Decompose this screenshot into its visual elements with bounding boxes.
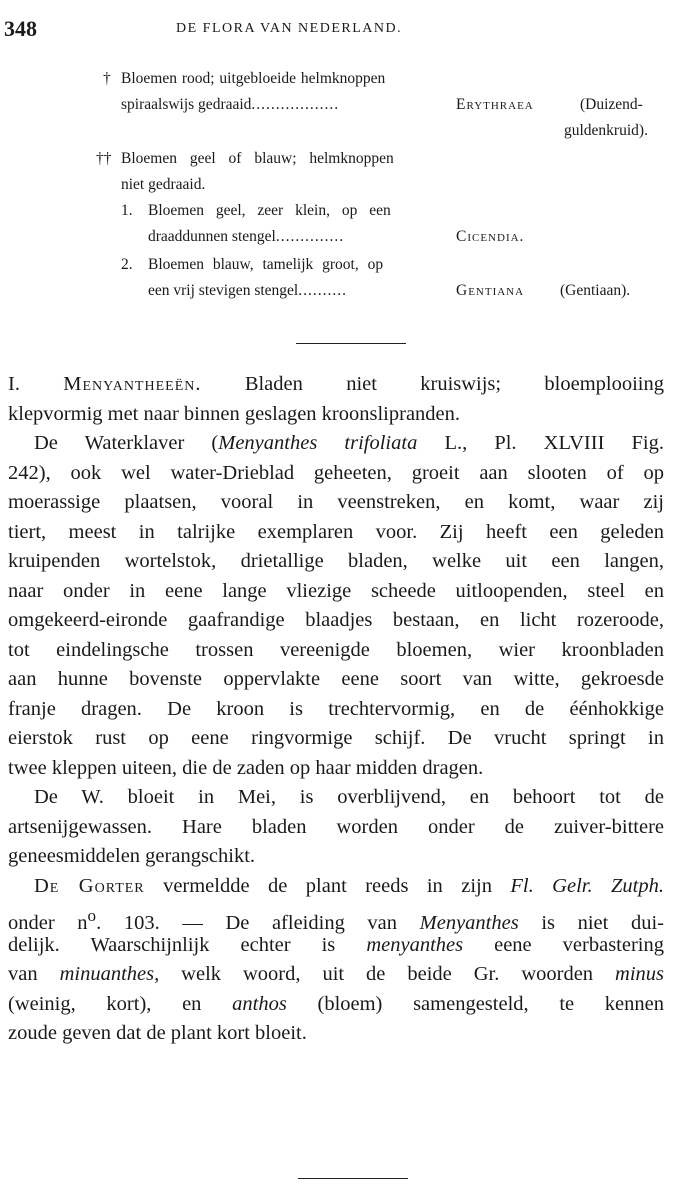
key-a-line2: spiraalswijs gedraaid.................. — [121, 96, 340, 113]
key-c2-line2: een vrij stevigen stengel.......... — [148, 282, 347, 299]
paragraph-1-line-1: De Waterklaver (Menyanthes trifoliata L., Pl. XLVIII Fig. — [34, 432, 664, 454]
key-b-line1: Bloemen geel of blauw; helmknoppen — [121, 150, 394, 167]
running-title: DE FLORA VAN NEDERLAND. — [176, 21, 403, 36]
key-a-line1: Bloemen rood; uitgebloeide helmknoppen — [121, 70, 386, 87]
paragraph-3-line-3: delijk. Waarschijnlijk echter is menyanthes eene verbastering — [8, 933, 665, 956]
key-mark-single-dagger: † — [103, 70, 111, 87]
page-header — [4, 16, 668, 46]
key-c1-line1: Bloemen geel, zeer klein, op een — [148, 202, 391, 219]
paragraph-2-line-3: geneesmiddelen gerangschikt. — [8, 845, 256, 867]
key-c2-line1: Bloemen blauw, tamelijk groot, op — [148, 256, 384, 273]
section-heading-line-2: klepvormig met naar binnen geslagen kroonslipranden. — [8, 402, 461, 425]
key-c1-number: 1. — [121, 202, 133, 219]
section-heading-line: I. Menyantheeën. Bladen niet kruiswijs; bloemplooiing — [8, 373, 664, 395]
paragraph-3-line-4: van minuanthes, welk woord, uit de beide Gr. woorden minus — [8, 963, 664, 985]
paragraph-3-line-5: (weinig, kort), en anthos (bloem) samengesteld, te kennen — [8, 992, 664, 1015]
key-c2-number: 2. — [121, 256, 133, 273]
key-genus-cicendia: Cicendia. — [456, 228, 525, 245]
paragraph-1-line-3: moerassige plaatsen, vooral in veenstreken, en komt, waar zij — [8, 491, 664, 513]
paragraph-1-line-9: aan hunne bovenste oppervlakte eene soort van witte, gekroesde — [8, 668, 664, 690]
paragraph-3-line-2: onder $n^o$. 103. — De afleiding van Menyanthes is niet dui- — [8, 906, 664, 934]
paragraph-1-line-11: eierstok rust op eene ringvormige schijf. De vrucht springt in — [8, 727, 664, 749]
paragraph-1-line-2: 242), ook wel water-Drieblad geheeten, groeit aan slooten of op — [8, 461, 664, 484]
section-divider-top — [296, 343, 406, 344]
paragraph-1-line-10: franje dragen. De kroon is trechtervormig, en de éénhokkige — [8, 697, 664, 720]
key-a-common-1: (Duizend- — [580, 96, 643, 113]
key-genus-erythraea: Erythraea — [456, 96, 534, 113]
paragraph-1-line-12: twee kleppen uiteen, die de zaden op haar midden dragen. — [8, 756, 484, 779]
section-divider-bottom — [298, 1178, 408, 1179]
paragraph-1-line-7: omgekeerd-eironde gaafrandige blaadjes bestaan, en licht rozeroode, — [8, 609, 664, 631]
key-c1-line2: draaddunnen stengel.............. — [148, 228, 345, 245]
key-c2-common: (Gentiaan). — [560, 282, 631, 299]
paragraph-1-line-6: naar onder in eene lange vliezige scheede uitloopenden, steel en — [8, 579, 664, 602]
paragraph-1-line-8: tot eindelingsche trossen vereenigde bloemen, wier kroonbladen — [8, 638, 664, 661]
paragraph-1-line-5: kruipenden wortelstok, drietallige bladen, welke uit een langen, — [8, 550, 664, 572]
paragraph-2-line-2: artsenijgewassen. Hare bladen worden onder de zuiver-bittere — [8, 815, 664, 838]
paragraph-3-line-6: zoude geven dat de plant kort bloeit. — [8, 1022, 307, 1044]
key-b-line2: niet gedraaid. — [121, 176, 206, 193]
paragraph-1-line-4: tiert, meest in talrijke exemplaren voor. Zij heeft een geleden — [8, 520, 664, 543]
main-text — [8, 370, 664, 1049]
paragraph-3-line-1: De Gorter vermeldde de plant reeds in zijn Fl. Gelr. Zutph. — [34, 874, 664, 897]
paragraph-2-line-1: De W. bloeit in Mei, is overblijvend, en behoort tot de — [34, 786, 664, 808]
key-a-common-2: guldenkruid). — [564, 122, 648, 139]
key-mark-double-dagger: †† — [96, 150, 112, 167]
key-genus-gentiana: Gentiana — [456, 282, 525, 299]
page-number: 348 — [4, 16, 37, 41]
